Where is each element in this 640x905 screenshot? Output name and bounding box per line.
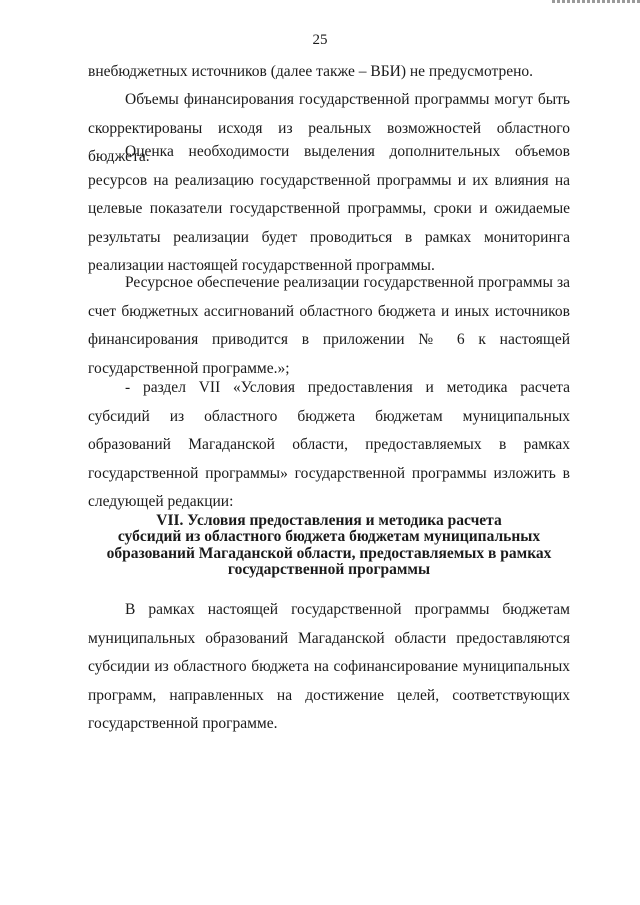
- section-heading-line: образований Магаданской области, предоставляемых в рамках: [106, 544, 552, 562]
- page-number: 25: [312, 32, 328, 48]
- paragraph-assessment: Оценка необходимости выделения дополнительных объемов ресурсов на реализацию государственной программы и их влияния на целевые показатели государственной программы, сроки и ожидаемые результаты реализации будет проводиться в рамках мониторинга реализации настоящей государственной программы.: [88, 143, 570, 275]
- paragraph-financing-volumes: Объемы финансирования государственной программы могут быть скорректированы исходя из реальных возможностей областного бюджета.: [88, 91, 570, 166]
- section-heading-line: VII. Условия предоставления и методика расчета: [156, 512, 502, 529]
- section-heading-line: государственной программы: [227, 560, 431, 578]
- scan-edge-mark: [552, 0, 640, 3]
- paragraph-vbi: внебюджетных источников (далее также – ВБИ) не предусмотрено.: [88, 63, 534, 80]
- paragraph-section-vii-intro: - раздел VII «Условия предоставления и методика расчета субсидий из областного бюджета бюджетам муниципальных образований Магаданской области, предоставляемых в рамках государственной программы» государственной программы изложить в следующей редакции:: [88, 379, 570, 511]
- paragraph-subsidies: В рамках настоящей государственной программы бюджетам муниципальных образований Магаданской области предоставляются субсидии из областного бюджета на софинансирование муниципальных программ, направленных на достижение целей, соответствующих государственной программе.: [88, 601, 570, 733]
- section-heading: [88, 513, 570, 578]
- section-heading-line: субсидий из областного бюджета бюджетам муниципальных: [117, 528, 541, 546]
- paragraph-resource-provision: Ресурсное обеспечение реализации государственной программы за счет бюджетных ассигнований областного бюджета и иных источников финансирования приводится в приложении № 6 к настоящей государственной программе.»;: [88, 274, 570, 377]
